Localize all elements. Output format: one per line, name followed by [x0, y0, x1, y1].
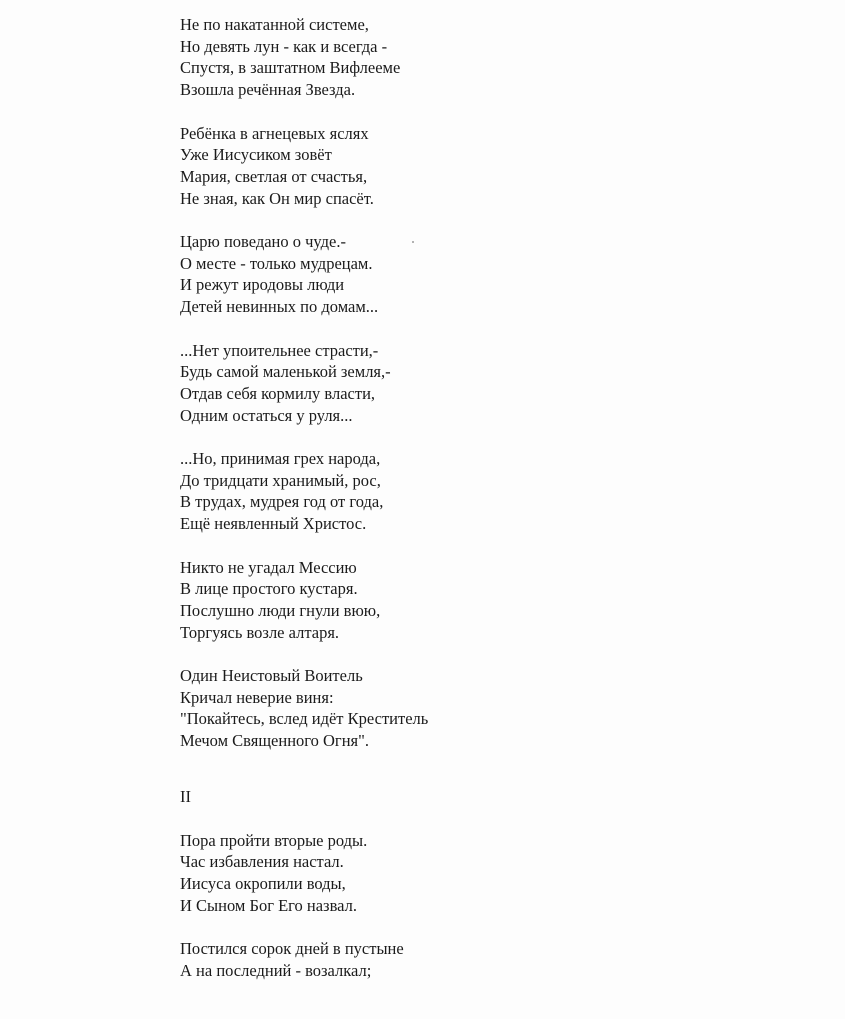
- poem-line: В лице простого кустаря.: [180, 579, 358, 599]
- poem-line: Царю поведано о чуде.-: [180, 232, 346, 251]
- stanza: [180, 340, 428, 427]
- poem-line: "Покайтесь, вслед идёт Креститель: [180, 709, 429, 729]
- poem-line: Одним остаться у руля...: [180, 405, 353, 425]
- poem-line: Один Неистовый Воитель: [180, 666, 363, 685]
- poem-line: Будь самой маленькой земля,-: [180, 362, 391, 382]
- poem-line: ...Нет упоительнее страсти,-: [180, 340, 379, 360]
- poem-line: Но девять лун - как и всегда -: [180, 36, 388, 56]
- poem-line: Взошла речённая Звезда.: [180, 80, 356, 100]
- stanza: [180, 830, 428, 917]
- stanza: [180, 448, 428, 535]
- poem-line: Уже Иисусиком зовёт: [180, 145, 332, 165]
- poem-line: Постился сорок дней в пустыне: [180, 939, 404, 959]
- poem-line: Послушно люди гнули вюю,: [180, 600, 381, 620]
- stanza: [180, 14, 428, 101]
- poem-line: И режут иродовы люди: [180, 275, 345, 295]
- stanza: [180, 123, 428, 210]
- poem-line: И Сыном Бог Его назвал.: [180, 895, 357, 915]
- poem-line: ...Но, принимая грех народа,: [180, 449, 381, 468]
- stanza: [180, 938, 428, 981]
- poem-line: Никто не угадал Мессию: [180, 557, 357, 577]
- poem-line: Не зная, как Он мир спасёт.: [180, 188, 374, 208]
- poem-line: Не по накатанной системе,: [180, 15, 369, 34]
- poem-line: До тридцати хранимый, рос,: [180, 470, 381, 490]
- poem-line: Ещё неявленный Христос.: [180, 514, 367, 534]
- poem-line: О месте - только мудрецам.: [180, 253, 373, 273]
- poem-line: Ребёнка в агнецевых яслях: [180, 123, 369, 143]
- section-marker: II: [180, 786, 191, 806]
- poem-line: Мария, светлая от счастья,: [180, 166, 368, 186]
- poem-line: Час избавления настал.: [180, 852, 344, 872]
- poem-text: [180, 14, 428, 1003]
- poem-line: Детей невинных по домам...: [180, 297, 379, 317]
- poem-line: Кричал неверие виня:: [180, 687, 334, 707]
- poem-line: Отдав себя кормилу власти,: [180, 383, 376, 403]
- poem-part-2: [180, 830, 428, 982]
- poem-line: Иисуса окропили воды,: [180, 873, 346, 893]
- poem-part-1: [180, 14, 428, 752]
- stanza: [180, 665, 428, 752]
- poem-line: А на последний - возалкал;: [180, 960, 372, 980]
- poem-line: Торгуясь возле алтаря.: [180, 622, 340, 642]
- stanza: [180, 231, 428, 318]
- poem-line: Мечом Священного Огня".: [180, 731, 369, 751]
- poem-line: Пора пройти вторые роды.: [180, 830, 368, 850]
- poem-line: Спустя, в заштатном Вифлееме: [180, 58, 401, 78]
- stanza: [180, 557, 428, 644]
- poem-line: В трудах, мудрея год от года,: [180, 492, 384, 512]
